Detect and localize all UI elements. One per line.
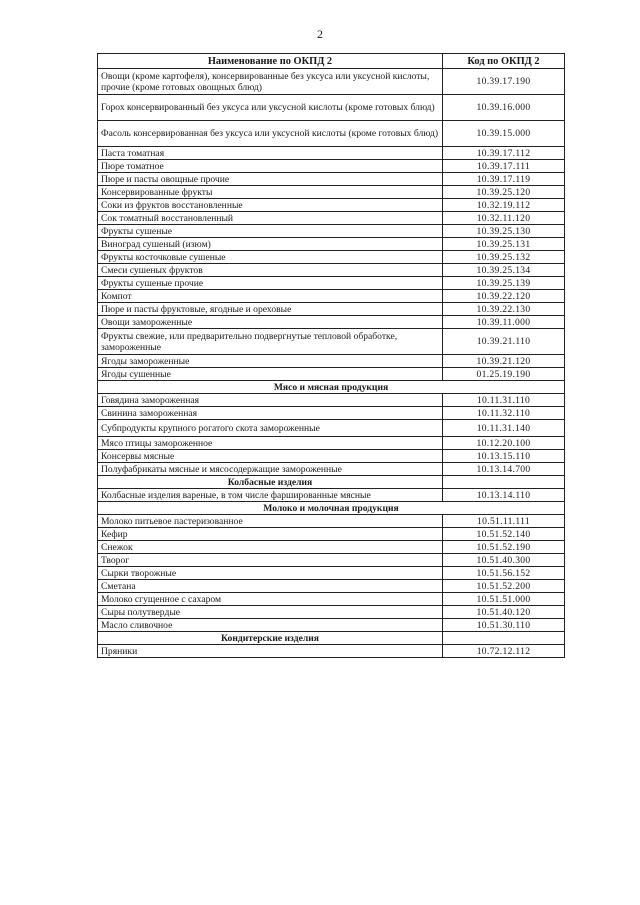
product-name: Полуфабрикаты мясные и мясосодержащие замороженные	[98, 463, 443, 476]
page-number: 2	[317, 27, 323, 41]
okpd-code: 10.51.51.000	[443, 593, 565, 606]
product-name: Сырки творожные	[98, 567, 443, 580]
product-name: Свинина замороженная	[98, 407, 443, 420]
table-row	[98, 554, 565, 567]
table-row	[98, 606, 565, 619]
product-name: Пюре томатное	[98, 160, 443, 173]
table-row	[98, 251, 565, 264]
okpd-code: 10.39.16.000	[443, 95, 565, 121]
product-name: Мясо птицы замороженное	[98, 437, 443, 450]
okpd-code: 10.51.40.300	[443, 554, 565, 567]
table-row	[98, 264, 565, 277]
okpd-code: 10.51.52.200	[443, 580, 565, 593]
product-name: Смеси сушеных фруктов	[98, 264, 443, 277]
okpd-code: 10.51.40.120	[443, 606, 565, 619]
table-row	[98, 619, 565, 632]
table-row	[98, 316, 565, 329]
okpd-code: 10.39.22.120	[443, 290, 565, 303]
table-row	[98, 303, 565, 316]
product-name: Паста томатная	[98, 147, 443, 160]
table-row	[98, 212, 565, 225]
okpd-code: 10.32.11.120	[443, 212, 565, 225]
table-row	[98, 69, 565, 95]
table-row	[98, 95, 565, 121]
product-name: Компот	[98, 290, 443, 303]
okpd-code: 10.39.17.111	[443, 160, 565, 173]
product-name: Творог	[98, 554, 443, 567]
table-row	[98, 160, 565, 173]
table-row	[98, 515, 565, 528]
okpd-code: 10.51.52.190	[443, 541, 565, 554]
okpd-code: 10.39.17.112	[443, 147, 565, 160]
okpd-code: 10.11.31.110	[443, 394, 565, 407]
product-name: Пюре и пасты фруктовые, ягодные и ореховые	[98, 303, 443, 316]
okpd-code: 10.51.11.111	[443, 515, 565, 528]
table-row	[98, 186, 565, 199]
table-row	[98, 199, 565, 212]
table-row	[98, 420, 565, 437]
table-row	[98, 580, 565, 593]
okpd-code: 10.39.25.134	[443, 264, 565, 277]
okpd-code: 10.39.15.000	[443, 121, 565, 147]
table-row	[98, 329, 565, 355]
okpd-code: 10.39.25.120	[443, 186, 565, 199]
section-title: Мясо и мясная продукция	[98, 381, 565, 394]
okpd-code: 10.13.14.110	[443, 489, 565, 502]
product-name: Ягоды сушенные	[98, 368, 443, 381]
product-name: Консервированные фрукты	[98, 186, 443, 199]
okpd-code: 10.39.22.130	[443, 303, 565, 316]
section-row	[98, 502, 565, 515]
section-title: Молоко и молочная продукция	[98, 502, 565, 515]
product-name: Фрукты косточковые сушеные	[98, 251, 443, 264]
product-name: Овощи замороженные	[98, 316, 443, 329]
section-empty-code	[443, 632, 565, 645]
okpd-code: 10.12.20.100	[443, 437, 565, 450]
table-row	[98, 450, 565, 463]
table-row	[98, 277, 565, 290]
product-name: Фасоль консервированная без уксуса или уксусной кислоты (кроме готовых блюд)	[98, 121, 443, 147]
okpd-code: 10.39.25.139	[443, 277, 565, 290]
okpd-code: 10.39.21.110	[443, 329, 565, 355]
table-row	[98, 645, 565, 658]
okpd-code: 10.39.17.119	[443, 173, 565, 186]
product-name: Виноград сушеный (изюм)	[98, 238, 443, 251]
okpd-code: 01.25.19.190	[443, 368, 565, 381]
okpd-code: 10.51.56.152	[443, 567, 565, 580]
product-name: Овощи (кроме картофеля), консервированные без уксуса или уксусной кислоты, прочие (кроме готовых овощных блюд)	[98, 69, 443, 95]
product-name: Масло сливочное	[98, 619, 443, 632]
product-name: Фрукты свежие, или предварительно подвергнутые тепловой обработке, замороженные	[98, 329, 443, 355]
table-row	[98, 407, 565, 420]
product-name: Фрукты сушеные	[98, 225, 443, 238]
table-row	[98, 225, 565, 238]
product-name: Кефир	[98, 528, 443, 541]
header-code: Код по ОКПД 2	[443, 54, 565, 69]
product-name: Ягоды замороженные	[98, 355, 443, 368]
section-title: Кондитерские изделия	[98, 632, 443, 645]
okpd-code: 10.32.19.112	[443, 199, 565, 212]
okpd-code: 10.39.25.132	[443, 251, 565, 264]
product-name: Сметана	[98, 580, 443, 593]
okpd-code: 10.13.14.700	[443, 463, 565, 476]
okpd-code: 10.11.31.140	[443, 420, 565, 437]
product-name: Снежок	[98, 541, 443, 554]
product-name: Фрукты сушеные прочие	[98, 277, 443, 290]
okpd-code: 10.39.11.000	[443, 316, 565, 329]
table-body	[98, 69, 565, 658]
product-name: Сыры полутвердые	[98, 606, 443, 619]
okpd-code: 10.39.17.190	[443, 69, 565, 95]
section-row	[98, 381, 565, 394]
product-name: Молоко питьевое пастеризованное	[98, 515, 443, 528]
table-row	[98, 173, 565, 186]
product-name: Пряники	[98, 645, 443, 658]
section-row	[98, 476, 565, 489]
okpd-code: 10.39.25.131	[443, 238, 565, 251]
table-row	[98, 593, 565, 606]
table-header-row	[98, 54, 565, 69]
table-row	[98, 290, 565, 303]
okpd-code: 10.39.21.120	[443, 355, 565, 368]
product-name: Консервы мясные	[98, 450, 443, 463]
table-row	[98, 463, 565, 476]
table-row	[98, 528, 565, 541]
header-name: Наименование по ОКПД 2	[98, 54, 443, 69]
table-row	[98, 368, 565, 381]
table-row	[98, 238, 565, 251]
okpd-code: 10.51.52.140	[443, 528, 565, 541]
product-name: Соки из фруктов восстановленные	[98, 199, 443, 212]
product-name: Пюре и пасты овощные прочие	[98, 173, 443, 186]
product-name: Молоко сгущенное с сахаром	[98, 593, 443, 606]
section-title: Колбасные изделия	[98, 476, 443, 489]
section-row	[98, 632, 565, 645]
product-name: Колбасные изделия вареные, в том числе фаршированные мясные	[98, 489, 443, 502]
okpd-code: 10.39.25.130	[443, 225, 565, 238]
table-row	[98, 437, 565, 450]
table-row	[98, 121, 565, 147]
table-row	[98, 567, 565, 580]
product-name: Говядина замороженная	[98, 394, 443, 407]
okpd-code: 10.51.30.110	[443, 619, 565, 632]
table-row	[98, 355, 565, 368]
okpd-table	[97, 53, 565, 658]
table-row	[98, 394, 565, 407]
table-row	[98, 147, 565, 160]
okpd-code: 10.13.15.110	[443, 450, 565, 463]
product-name: Субпродукты крупного рогатого скота замороженные	[98, 420, 443, 437]
section-empty-code	[443, 476, 565, 489]
table-row	[98, 489, 565, 502]
table-row	[98, 541, 565, 554]
product-name: Горох консервированный без уксуса или уксусной кислоты (кроме готовых блюд)	[98, 95, 443, 121]
okpd-code: 10.11.32.110	[443, 407, 565, 420]
okpd-code: 10.72.12.112	[443, 645, 565, 658]
product-name: Сок томатный восстановленный	[98, 212, 443, 225]
